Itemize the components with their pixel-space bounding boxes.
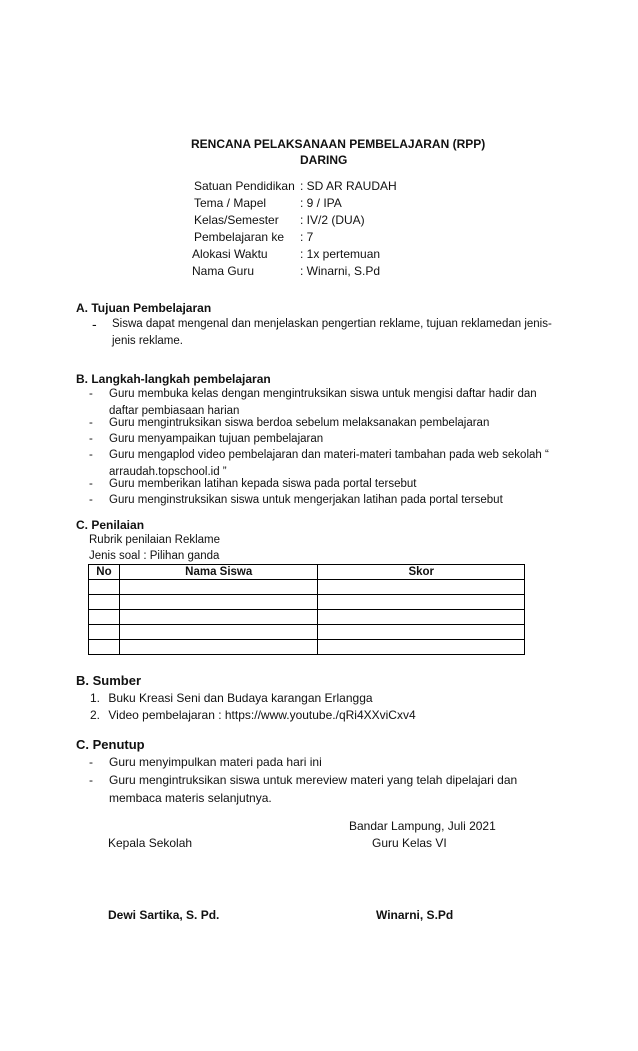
list-item [89, 492, 559, 509]
sumber-item [90, 690, 373, 707]
sumber-num: 1. [90, 691, 101, 705]
list-item [89, 415, 559, 432]
kepala-sekolah-name: Dewi Sartika, S. Pd. [108, 908, 220, 922]
document-subtitle: DARING [300, 153, 348, 167]
bullet-dash: - [92, 316, 97, 332]
kepala-sekolah-title: Kepala Sekolah [108, 836, 193, 850]
info-value: : 7 [300, 230, 314, 244]
table-cell [119, 625, 318, 640]
info-label: Tema / Mapel [194, 196, 267, 210]
table-row [89, 610, 525, 625]
sumber-num: 2. [90, 708, 101, 722]
table-cell [318, 595, 525, 610]
table-cell [89, 640, 120, 655]
table-cell [89, 580, 120, 595]
section-b-heading: B. Langkah-langkah pembelajaran [76, 372, 271, 386]
table-cell [318, 580, 525, 595]
list-item [89, 431, 559, 448]
place-date: Bandar Lampung, Juli 2021 [349, 819, 496, 833]
info-value: : SD AR RAUDAH [300, 179, 397, 193]
section-a-text: Siswa dapat mengenal dan menjelaskan pengertian reklame, tujuan reklamedan jenis-jenis reklame. [112, 318, 552, 347]
list-item-text: Guru mengaplod video pembelajaran dan materi-materi tambahan pada web sekolah “ arraudah.topschool.id ” [109, 449, 549, 478]
sumber-text: Buku Kreasi Seni dan Budaya karangan Erlangga [108, 691, 373, 705]
jenis-soal-label: Jenis soal : Pilihan ganda [89, 550, 220, 562]
rubrik-table [88, 564, 525, 655]
table-cell [318, 610, 525, 625]
section-a-heading: A. Tujuan Pembelajaran [76, 301, 212, 315]
info-value: : 1x pertemuan [300, 247, 381, 261]
info-label: Satuan Pendidikan [194, 179, 295, 193]
info-label: Alokasi Waktu [192, 247, 268, 261]
table-row [89, 580, 525, 595]
table-cell [318, 640, 525, 655]
table-row [89, 595, 525, 610]
list-item-text: Guru menyimpulkan materi pada hari ini [109, 755, 322, 769]
bullet-dash: - [89, 494, 93, 506]
table-cell [119, 580, 318, 595]
section-a-item [92, 316, 562, 352]
table-cell [89, 595, 120, 610]
list-item [89, 476, 559, 493]
rubrik-label: Rubrik penilaian Reklame [89, 534, 221, 546]
bullet-dash: - [89, 478, 93, 490]
list-item-text: Guru mengintruksikan siswa berdoa sebelum melaksanakan pembelajaran [109, 417, 490, 429]
info-value: : Winarni, S.Pd [300, 264, 381, 278]
table-header-skor: Skor [318, 565, 525, 580]
table-header-no: No [89, 565, 120, 580]
table-cell [119, 640, 318, 655]
guru-kelas-name: Winarni, S.Pd [376, 908, 454, 922]
bullet-dash: - [89, 417, 93, 429]
table-cell [119, 595, 318, 610]
table-row [89, 640, 525, 655]
table-cell [119, 610, 318, 625]
list-item-text: Guru menginstruksikan siswa untuk mengerjakan latihan pada portal tersebut [109, 494, 503, 506]
table-header-row [89, 565, 525, 580]
bullet-dash: - [89, 449, 93, 461]
info-value: : IV/2 (DUA) [300, 213, 365, 227]
sumber-text: Video pembelajaran : https://www.youtube./qRi4XXviCxv4 [108, 708, 416, 722]
info-value: : 9 / IPA [300, 196, 342, 210]
section-c-heading: C. Penilaian [76, 518, 145, 532]
table-header-nama: Nama Siswa [119, 565, 318, 580]
table-cell [89, 610, 120, 625]
bullet-dash: - [89, 755, 93, 769]
document-title: RENCANA PELAKSANAAN PEMBELAJARAN (RPP) [191, 137, 486, 151]
info-label: Pembelajaran ke [194, 230, 285, 244]
info-label: Kelas/Semester [194, 213, 279, 227]
list-item [89, 771, 567, 807]
list-item-text: Guru membuka kelas dengan mengintruksikan siswa untuk mengisi daftar hadir dan daftar pembiasaan harian [109, 388, 537, 417]
list-item-text: Guru mengintruksikan siswa untuk mereview materi yang telah dipelajari dan membaca materis selanjutnya. [109, 773, 518, 805]
bullet-dash: - [89, 388, 93, 400]
list-item-text: Guru menyampaikan tujuan pembelajaran [109, 433, 324, 445]
list-item [89, 754, 559, 771]
bullet-dash: - [89, 773, 93, 787]
info-label: Nama Guru [192, 264, 255, 278]
table-cell [89, 625, 120, 640]
table-row [89, 625, 525, 640]
penutup-heading: C. Penutup [76, 737, 145, 752]
bullet-dash: - [89, 433, 93, 445]
guru-kelas-title: Guru Kelas VI [372, 836, 447, 850]
sumber-item [90, 707, 416, 724]
table-cell [318, 625, 525, 640]
sumber-heading: B. Sumber [76, 673, 142, 688]
list-item-text: Guru memberikan latihan kepada siswa pada portal tersebut [109, 478, 417, 490]
